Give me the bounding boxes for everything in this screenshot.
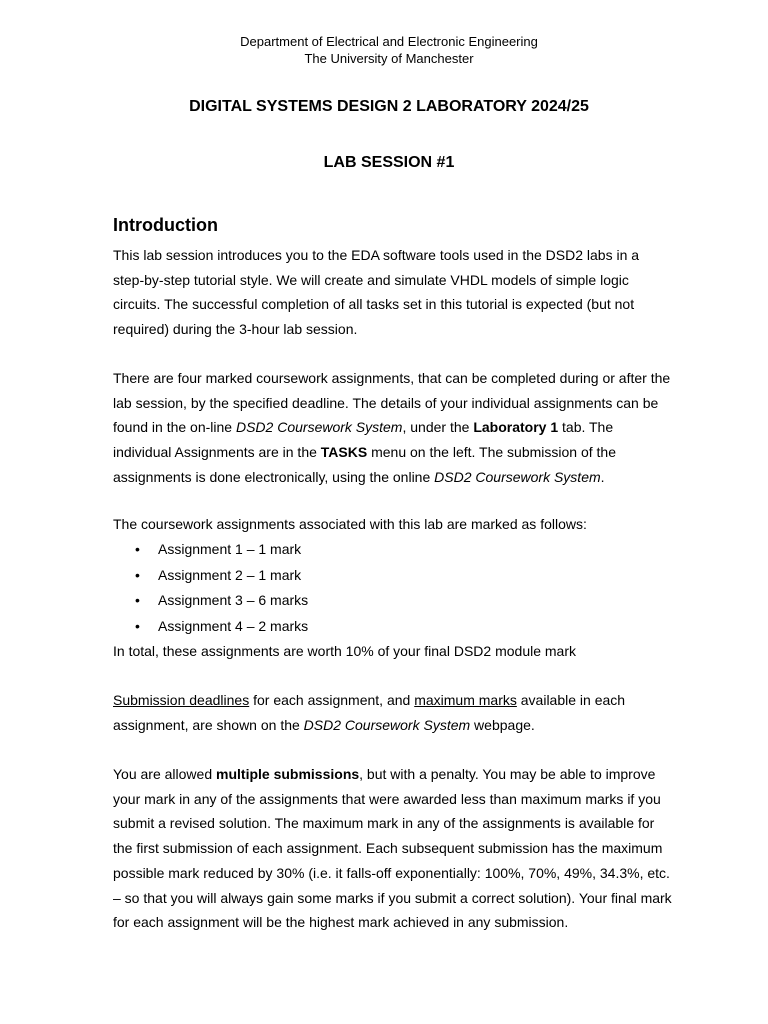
marks-intro: The coursework assignments associated with this lab are marked as follows: xyxy=(113,516,587,532)
system-name-italic: DSD2 Coursework System xyxy=(235,419,403,436)
maximum-marks-underlined: maximum marks xyxy=(414,692,517,708)
header-block xyxy=(0,34,768,67)
text-run: webpage. xyxy=(470,716,535,733)
text-run: tab. The individual Assignments are in the xyxy=(113,419,614,461)
assignment-text: Assignment 1 – 1 mark xyxy=(158,541,302,557)
session-title: LAB SESSION #1 xyxy=(323,154,455,171)
bullet-icon: • xyxy=(135,617,140,634)
multiple-submissions-bold: multiple submissions xyxy=(216,766,360,782)
university-name: The University of Manchester xyxy=(304,50,474,66)
list-item xyxy=(113,563,308,589)
text-run: menu on the left. The submission of the assignments is done electronically, using the online xyxy=(113,444,616,485)
coursework-paragraph xyxy=(113,366,673,490)
laboratory-tab-bold: Laboratory 1 xyxy=(473,419,559,436)
list-item xyxy=(113,588,308,614)
text-run: , under the xyxy=(402,419,474,436)
text-run: There are four marked coursework assignments, that can be completed during or after the lab session, by the specified deadline. The details of your individual assignments can be found in the on-line xyxy=(113,370,671,436)
list-item xyxy=(113,537,308,563)
assignment-text: Assignment 3 – 6 marks xyxy=(158,592,309,608)
list-item xyxy=(113,614,308,640)
tasks-menu-bold: TASKS xyxy=(320,444,368,461)
department-name: Department of Electrical and Electronic Engineering xyxy=(240,34,538,49)
text-run: You are allowed xyxy=(113,766,217,782)
text-run: available in each assignment, are shown on the xyxy=(113,692,626,733)
text-run: for each assignment, and xyxy=(249,692,415,708)
intro-paragraph: This lab session introduces you to the EDA software tools used in the DSD2 labs in a step-by-step tutorial style. We will create and simulate VHDL models of simple logic circuits. The successful completion of all tasks set in this tutorial is expected (but not required) during the 3-hour lab session. xyxy=(113,247,640,338)
deadlines-paragraph xyxy=(113,688,673,737)
system-name-italic: DSD2 Coursework System xyxy=(434,468,601,485)
total-statement: In total, these assignments are worth 10% of your final DSD2 module mark xyxy=(113,643,576,659)
text-run: , but with a penalty. You may be able to improve your mark in any of the assignments that were awarded less than maximum marks if you submit a revised solution. The maximum mark in any of the assignments is available for the first submission of each assignment. Each subsequent submission has the maximum possible mark reduced by 30% (i.e. it falls-off exponentially: 100%, 70%, 49%, 34.3%, etc. – so that you will always gain some marks if you submit a correct solution). Your final mark for each assignment will be the highest mark achieved in any submission. xyxy=(113,766,672,931)
text-run: . xyxy=(600,468,605,485)
document-title: DIGITAL SYSTEMS DESIGN 2 LABORATORY 2024/25 xyxy=(189,98,589,115)
assignment-text: Assignment 2 – 1 mark xyxy=(158,566,302,583)
bullet-icon: • xyxy=(135,541,140,557)
assignment-text: Assignment 4 – 2 marks xyxy=(158,617,309,634)
bullet-icon: • xyxy=(135,566,140,583)
system-name-italic: DSD2 Coursework System xyxy=(303,716,471,733)
submissions-paragraph xyxy=(113,762,673,935)
section-heading-introduction: Introduction xyxy=(113,215,218,235)
assignment-list xyxy=(113,537,308,639)
bullet-icon: • xyxy=(135,592,140,608)
submission-deadlines-underlined: Submission deadlines xyxy=(113,692,250,708)
